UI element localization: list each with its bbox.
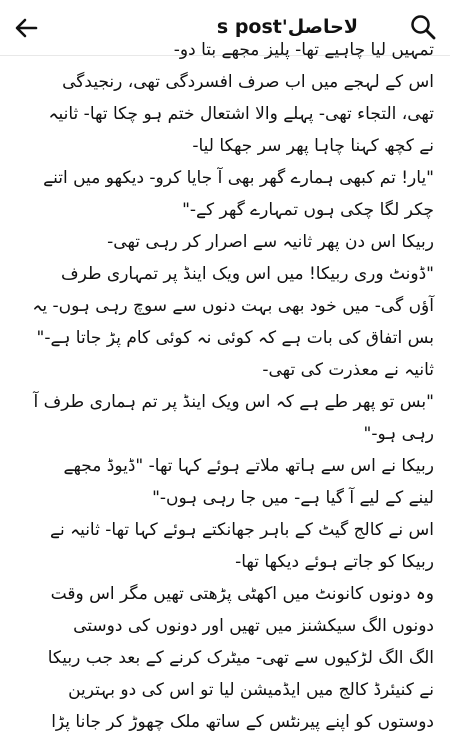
post-text-line: "یار! تم کبھی ہمارے گھر بھی آ جایا کرو- دیکھو میں اتنے (43, 168, 434, 188)
post-text-line: ربیکا کو جاتے ہوئے دیکھا تھا- (235, 552, 434, 572)
post-text-line: چکر لگا چکی ہوں تمہارے گھر کے-" (182, 200, 434, 220)
post-text-line: نے کنیئرڈ کالج میں ایڈمیشن لیا تو اس کی دو بہترین (68, 680, 434, 700)
post-text-line: دونوں الگ سیکشنز میں تھیں اور دونوں کی دوستی (73, 616, 434, 636)
post-text-line: "بس تو پھر طے ہے کہ اس ویک اینڈ پر تم ہماری طرف آ (33, 392, 434, 412)
post-text-line: بس اتفاق کی بات ہے کہ کوئی نہ کوئی کام پڑ جاتا ہے-" (36, 328, 434, 348)
post-text-line: ثانیہ نے معذرت کی تھی- (262, 360, 434, 380)
post-text-line: اس کے لہجے میں اب صرف افسردگی تھی، رنجیدگی (62, 72, 434, 92)
post-text-line: ربیکا نے اس سے ہاتھ ملاتے ہوئے کہا تھا- "ڈیوڈ مجھے (63, 456, 434, 476)
post-text-line: ربیکا اس دن پھر ثانیہ سے اصرار کر رہی تھی- (107, 232, 434, 252)
post-text-line: رہی ہو-" (363, 424, 434, 444)
post-text-line: تمہیں لیا چاہیے تھا- پلیز مجھے بتا دو- (173, 40, 434, 60)
post-text-line: آؤں گی- میں خود بھی بہت دنوں سے سوچ رہی ہوں- یہ (32, 296, 434, 316)
page-title: لاحاصل's post (216, 16, 358, 38)
post-text-line: "ڈونٹ وری ربیکا! میں اس ویک اینڈ پر تمہاری طرف (60, 264, 434, 284)
post-text-line: تھی، التجاء تھی- پہلے والا اشتعال ختم ہو چکا تھا- ثانیہ (48, 104, 434, 124)
post-text-line: لینے کے لیے آ گیا ہے- میں جا رہی ہوں-" (152, 488, 434, 508)
post-text-line: اس نے کالج گیٹ کے باہر جھانکتے ہوئے کہا تھا- ثانیہ نے (50, 520, 434, 540)
post-text-line: نے کچھ کہنا چاہا پھر سر جھکا لیا- (192, 136, 434, 156)
post-text (0, 34, 450, 738)
post-content[interactable] (0, 40, 450, 732)
post-text-line: الگ الگ لڑکیوں سے تھی- میٹرک کرنے کے بعد جب ربیکا (47, 648, 434, 668)
post-text-line: دوستوں کو اپنے پیرنٹس کے ساتھ ملک چھوڑ کر جانا پڑا (51, 712, 434, 732)
post-text-line: وہ دونوں کانونٹ میں اکھٹی پڑھتی تھیں مگر اس وقت (50, 584, 434, 604)
